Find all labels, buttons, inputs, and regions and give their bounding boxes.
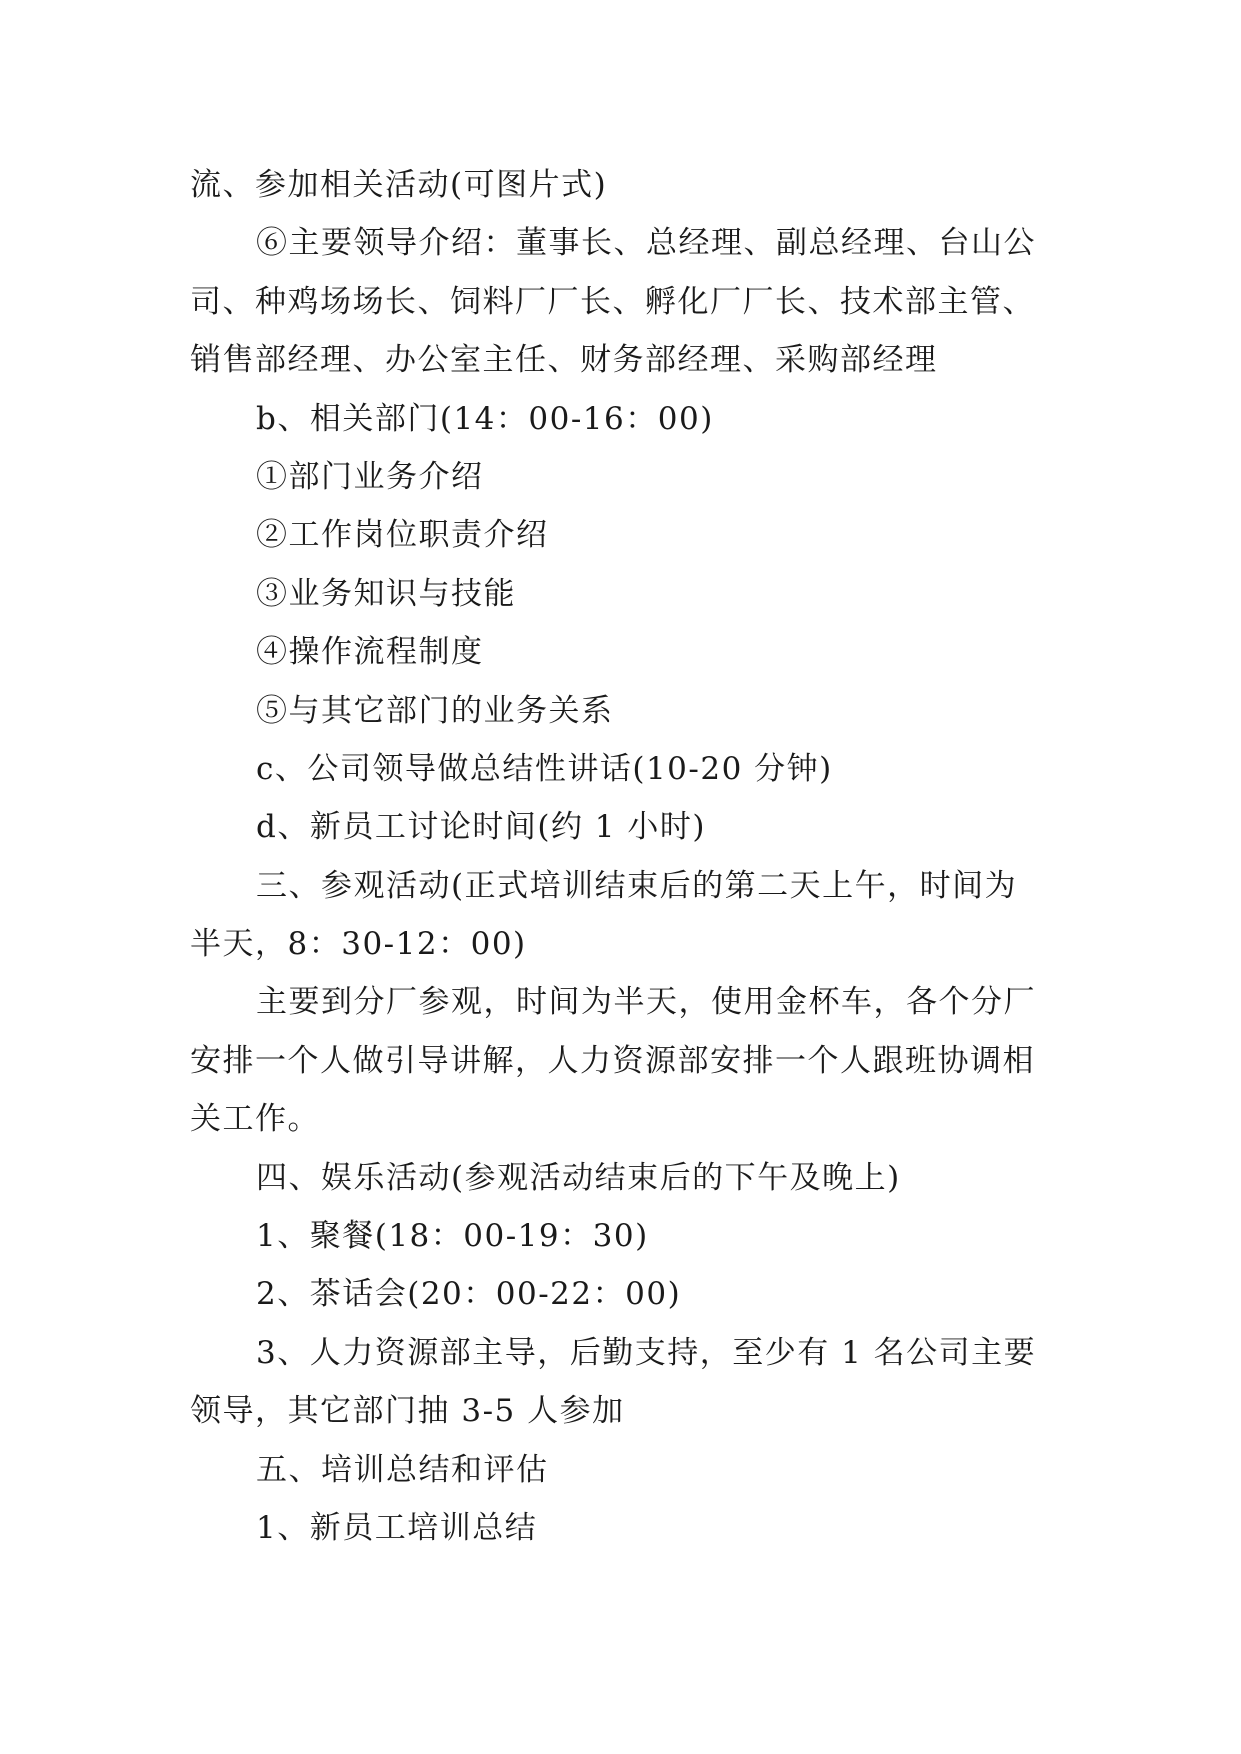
- text-line: 五、培训总结和评估: [256, 1451, 549, 1488]
- text-line: c、公司领导做总结性讲话(10-20 分钟): [256, 750, 833, 787]
- text-line: 安排一个人做引导讲解，人力资源部安排一个人跟班协调相: [190, 1042, 1035, 1079]
- text-line: ③业务知识与技能: [256, 575, 516, 612]
- text-line: 关工作。: [190, 1101, 320, 1138]
- text-line: ④操作流程制度: [256, 634, 484, 671]
- text-line: 销售部经理、办公室主任、财务部经理、采购部经理: [190, 342, 938, 379]
- text-line: 半天，8：30-12：00): [190, 926, 527, 963]
- text-line: d、新员工讨论时间(约 1 小时): [256, 809, 706, 846]
- text-line: 1、聚餐(18：00-19：30): [256, 1218, 649, 1255]
- text-line: 领导，其它部门抽 3-5 人参加: [190, 1393, 625, 1430]
- text-line: 主要到分厂参观，时间为半天，使用金杯车，各个分厂: [256, 984, 1036, 1021]
- text-line: b、相关部门(14：00-16：00): [256, 400, 714, 437]
- text-line: ②工作岗位职责介绍: [256, 517, 549, 554]
- text-line: 2、茶话会(20：00-22：00): [256, 1276, 682, 1313]
- text-line: 四、娱乐活动(参观活动结束后的下午及晚上): [256, 1159, 901, 1196]
- text-line: ⑤与其它部门的业务关系: [256, 692, 614, 729]
- text-line: ⑥主要领导介绍：董事长、总经理、副总经理、台山公: [256, 225, 1036, 262]
- text-line: 1、新员工培训总结: [256, 1509, 538, 1546]
- text-line: 流、参加相关活动(可图片式): [190, 167, 608, 203]
- text-line: ①部门业务介绍: [256, 458, 484, 495]
- text-line: 司、种鸡场场长、饲料厂厂长、孵化厂厂长、技术部主管、: [190, 283, 1035, 320]
- text-line: 3、人力资源部主导，后勤支持，至少有 1 名公司主要: [256, 1334, 1037, 1371]
- document-body: [190, 156, 1062, 1557]
- text-line: 三、参观活动(正式培训结束后的第二天上午，时间为: [256, 867, 1018, 904]
